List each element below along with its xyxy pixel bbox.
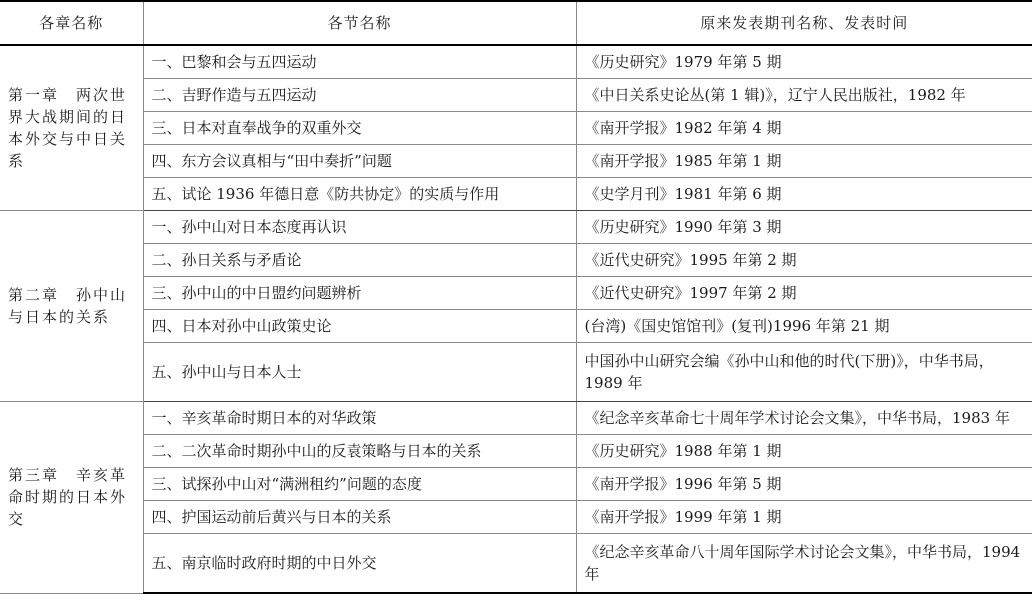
section-name: 三、孙中山的中日盟约问题辨析 — [143, 277, 576, 310]
table-row — [0, 45, 1032, 79]
table-row — [0, 244, 1032, 277]
header-row — [0, 1, 1032, 45]
header-section: 各节名称 — [143, 1, 576, 45]
table-row — [0, 343, 1032, 402]
table-row — [0, 277, 1032, 310]
publication-source: 《历史研究》1990 年第 3 期 — [576, 211, 1032, 244]
section-name: 四、日本对孙中山政策史论 — [143, 310, 576, 343]
table-row — [0, 112, 1032, 145]
publication-source: 《近代史研究》1997 年第 2 期 — [576, 277, 1032, 310]
chapter-title: 第一章 两次世界大战期间的日本外交与中日关系 — [0, 45, 143, 211]
publication-source: 《纪念辛亥革命八十周年国际学术讨论会文集》，中华书局，1994 年 — [576, 534, 1032, 594]
publication-source: 《中日关系史论丛(第 1 辑)》，辽宁人民出版社，1982 年 — [576, 79, 1032, 112]
header-chapter: 各章名称 — [0, 1, 143, 45]
section-name: 二、二次革命时期孙中山的反袁策略与日本的关系 — [143, 435, 576, 468]
section-name: 四、护国运动前后黄兴与日本的关系 — [143, 501, 576, 534]
chapter-title: 第二章 孙中山与日本的关系 — [0, 211, 143, 402]
table-row — [0, 501, 1032, 534]
table-row — [0, 468, 1032, 501]
section-name: 一、孙中山对日本态度再认识 — [143, 211, 576, 244]
header-publication: 原来发表期刊名称、发表时间 — [576, 1, 1032, 45]
publication-source: 《南开学报》1999 年第 1 期 — [576, 501, 1032, 534]
section-name: 二、孙日关系与矛盾论 — [143, 244, 576, 277]
section-name: 三、试探孙中山对“满洲租约”问题的态度 — [143, 468, 576, 501]
section-name: 二、吉野作造与五四运动 — [143, 79, 576, 112]
table-row — [0, 402, 1032, 435]
table-row — [0, 310, 1032, 343]
publication-source: 《历史研究》1979 年第 5 期 — [576, 45, 1032, 79]
table-row — [0, 178, 1032, 211]
publication-source: 《南开学报》1996 年第 5 期 — [576, 468, 1032, 501]
section-name: 五、试论 1936 年德日意《防共协定》的实质与作用 — [143, 178, 576, 211]
section-name: 一、巴黎和会与五四运动 — [143, 45, 576, 79]
publication-source: 中国孙中山研究会编《孙中山和他的时代(下册)》，中华书局，1989 年 — [576, 343, 1032, 402]
publication-source: (台湾)《国史馆馆刊》(复刊)1996 年第 21 期 — [576, 310, 1032, 343]
publication-source: 《史学月刊》1981 年第 6 期 — [576, 178, 1032, 211]
section-name: 五、孙中山与日本人士 — [143, 343, 576, 402]
table-row — [0, 211, 1032, 244]
publication-source: 《南开学报》1985 年第 1 期 — [576, 145, 1032, 178]
publication-source: 《纪念辛亥革命七十周年学术讨论会文集》，中华书局，1983 年 — [576, 402, 1032, 435]
publication-source: 《历史研究》1988 年第 1 期 — [576, 435, 1032, 468]
table-row — [0, 79, 1032, 112]
publication-source: 《南开学报》1982 年第 4 期 — [576, 112, 1032, 145]
table-row — [0, 435, 1032, 468]
section-name: 四、东方会议真相与“田中奏折”问题 — [143, 145, 576, 178]
chapter-title: 第三章 辛亥革命时期的日本外交 — [0, 402, 143, 594]
publication-source: 《近代史研究》1995 年第 2 期 — [576, 244, 1032, 277]
section-name: 三、日本对直奉战争的双重外交 — [143, 112, 576, 145]
table-row — [0, 534, 1032, 594]
table-row — [0, 145, 1032, 178]
section-name: 五、南京临时政府时期的中日外交 — [143, 534, 576, 594]
section-name: 一、辛亥革命时期日本的对华政策 — [143, 402, 576, 435]
